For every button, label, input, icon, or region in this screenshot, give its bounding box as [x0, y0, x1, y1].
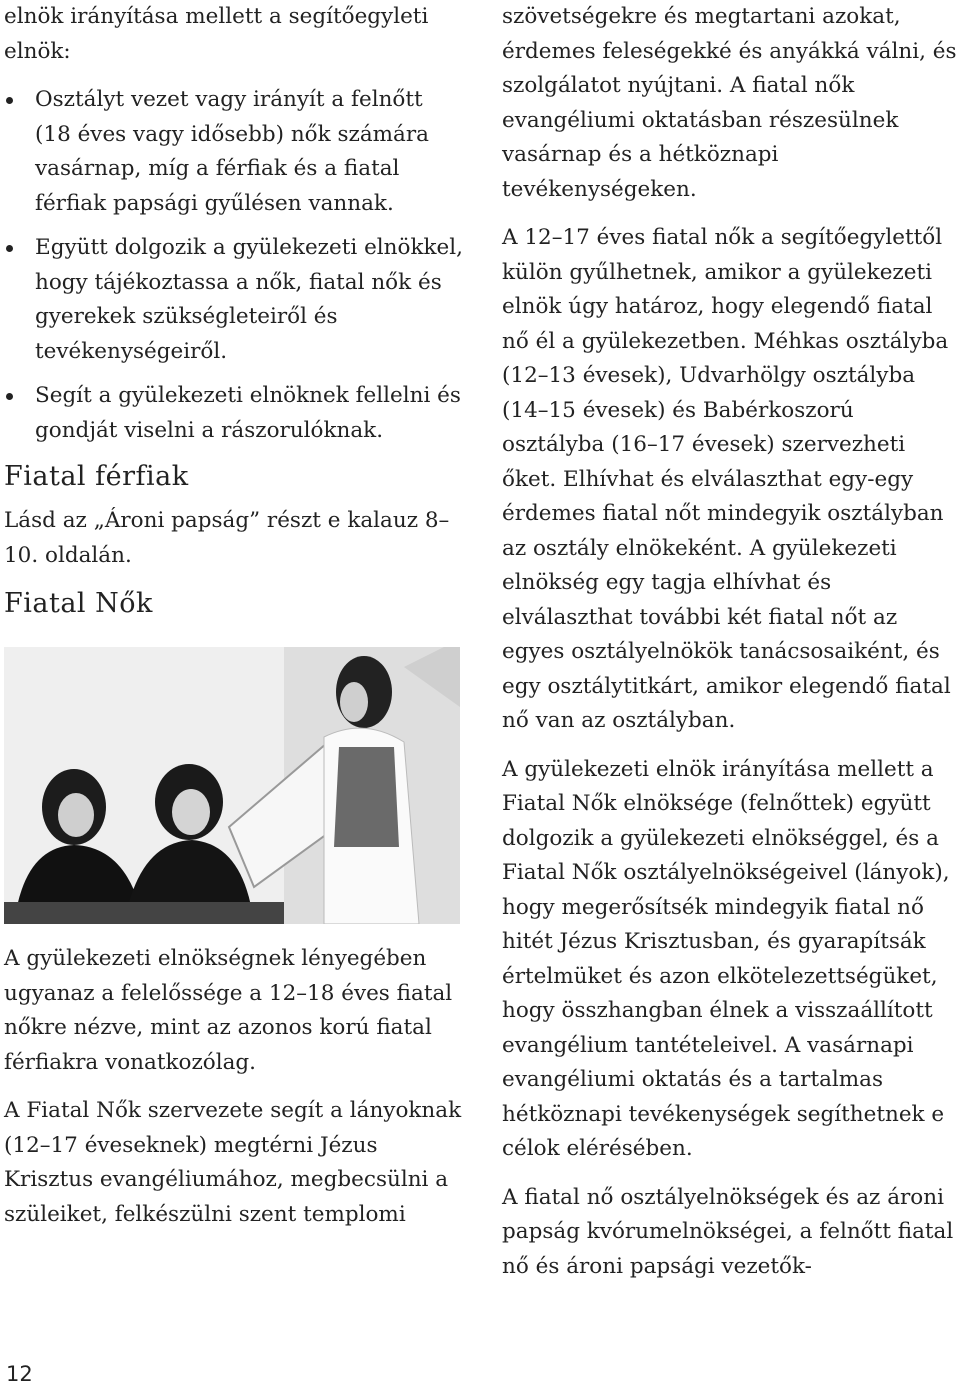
list-item: Osztályt vezet vagy irányít a felnőtt (18 éves vagy idősebb) nők számára vasárnap, míg a férfiak és a fiatal férfiak papsági gyűlésen vannak. — [4, 83, 464, 221]
intro-text: elnök irányítása mellett a segítőegyleti elnök: — [4, 4, 429, 64]
young-men-text: Lásd az „Ároni papság” részt e kalauz 8–10. oldalán. — [4, 508, 450, 568]
page-number: 12 — [6, 1362, 33, 1386]
body-paragraph: A Fiatal Nők szervezete segít a lányoknak (12–17 éveseknek) megtérni Jézus Krisztus evangéliumához, megbecsülni a szüleiket, felkészülni szent templomi — [4, 1098, 462, 1227]
body-paragraph: A fiatal nő osztályelnökségek és az ároni papság kvórumelnökségei, a felnőtt fiatal nő és ároni papsági vezetők- — [502, 1184, 954, 1279]
heading-young-women: Fiatal Nők — [4, 588, 153, 619]
list-item: Együtt dolgozik a gyülekezeti elnökkel, hogy tájékoztassa a nők, fiatal nők és gyerekek szükségleteiről és tevékenységeiről. — [4, 231, 464, 369]
right-column — [502, 0, 958, 1298]
body-paragraph: A gyülekezeti elnök irányítása mellett a Fiatal Nők elnöksége (felnőttek) együtt dolgozik a gyülekezeti elnökséggel, és a Fiatal Nők osztályelnökségeivel (lányok), hogy megerősítsék mindegyik fiatal nő hitét Jézus Krisztusban, és gyarapítsák értelmüket és azon elkötelezettségüket, hogy összhangban élnek a visszaállított evangélium tantételeivel. A vasárnapi evangéliumi oktatás és a tartalmas hétköznapi tevékenységek segíthetnek e célok elérésében. — [502, 756, 950, 1161]
body-paragraph: A 12–17 éves fiatal nők a segítőegylettől külön gyűlhetnek, amikor a gyülekezeti elnök úgy határoz, hogy elegendő fiatal nő él a gyülekezetben. Méhkas osztályba (12–13 évesek), Udvarhölgy osztályba (14–15 évesek) és Babérkoszorú osztályba (16–17 évesek) szervezheti őket. Elhívhat és elválaszthat egy-egy érdemes fiatal nőt mindegyik osztályban az osztály elnökeként. A gyülekezeti elnökség egy tagja elhívhat és elválaszthat további két fiatal nőt az egyes osztályelnökök tanácsosaiként, és egy osztálytitkárt, amikor elegendő fiatal nő van az osztályban. — [502, 225, 951, 733]
list-item: Segít a gyülekezeti elnöknek fellelni és gondját viselni a rászorulóknak. — [4, 379, 464, 448]
duties-list — [4, 83, 464, 448]
body-paragraph: szövetségekre és megtartani azokat, érdemes feleségekké és anyákká válni, és szolgálatot nyújtani. A fiatal nők evangéliumi oktatásban részesülnek vasárnap és a hétköznapi tevékenységeken. — [502, 4, 957, 202]
left-column — [4, 0, 464, 1246]
heading-young-men: Fiatal férfiak — [4, 461, 189, 492]
body-paragraph: A gyülekezeti elnökségnek lényegében ugyanaz a felelőssége a 12–18 éves fiatal nőkre nézve, mint az azonos korú fiatal férfiakra vonatkozólag. — [4, 946, 453, 1075]
photo-illustration — [4, 647, 460, 924]
young-women-photo — [4, 647, 460, 924]
